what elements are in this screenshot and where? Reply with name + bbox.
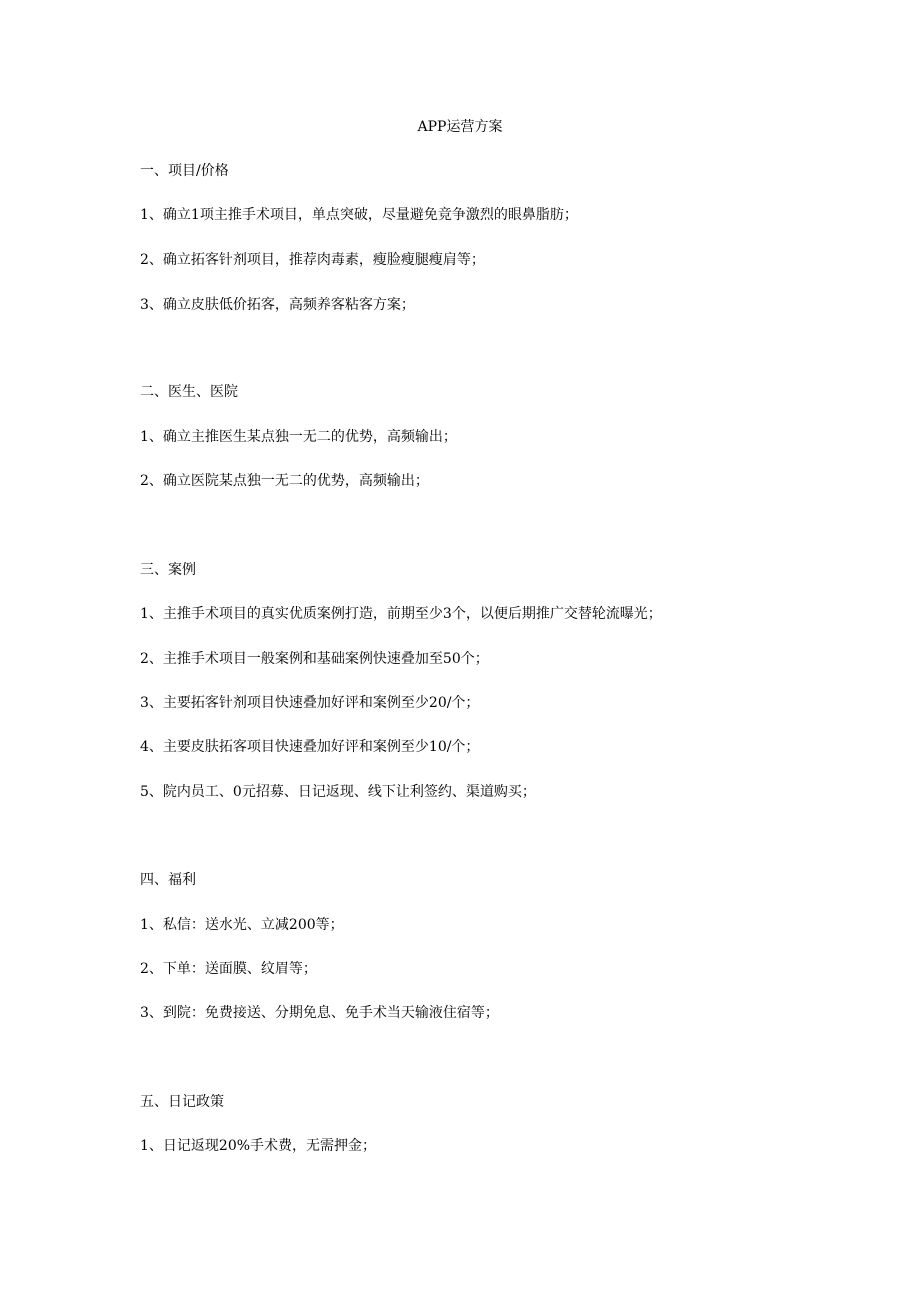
list-item: 4、主要皮肤拓客项目快速叠加好评和案例至少10/个；	[140, 739, 480, 755]
list-item: 1、主推手术项目的真实优质案例打造，前期至少3个，以便后期推广交替轮流曝光；	[140, 606, 662, 622]
list-item: 2、确立拓客针剂项目，推荐肉毒素，瘦脸瘦腿瘦肩等；	[140, 252, 485, 268]
section-heading: 五、日记政策	[140, 1094, 224, 1110]
section-heading: 一、项目/价格	[140, 163, 229, 179]
list-item: 2、主推手术项目一般案例和基础案例快速叠加至50个；	[140, 651, 489, 667]
list-item: 5、院内员工、0元招募、日记返现、线下让利签约、渠道购买；	[140, 784, 536, 800]
list-item: 1、私信：送水光、立减200等；	[140, 917, 344, 933]
list-item: 2、下单：送面膜、纹眉等；	[140, 961, 317, 977]
section-heading: 三、案例	[140, 562, 196, 578]
list-item: 2、确立医院某点独一无二的优势，高频输出；	[140, 473, 429, 489]
list-item: 3、到院：免费接送、分期免息、免手术当天输液住宿等；	[140, 1005, 499, 1021]
section-heading: 四、福利	[140, 872, 196, 888]
list-item: 1、确立1项主推手术项目，单点突破，尽量避免竞争激烈的眼鼻脂肪；	[140, 207, 578, 223]
list-item: 3、主要拓客针剂项目快速叠加好评和案例至少20/个；	[140, 695, 480, 711]
document-title: APP运营方案	[417, 119, 503, 135]
list-item: 1、日记返现20%手术费，无需押金；	[140, 1138, 377, 1154]
list-item: 1、确立主推医生某点独一无二的优势，高频输出；	[140, 429, 457, 445]
section-heading: 二、医生、医院	[140, 384, 238, 400]
list-item: 3、确立皮肤低价拓客，高频养客粘客方案；	[140, 297, 415, 313]
